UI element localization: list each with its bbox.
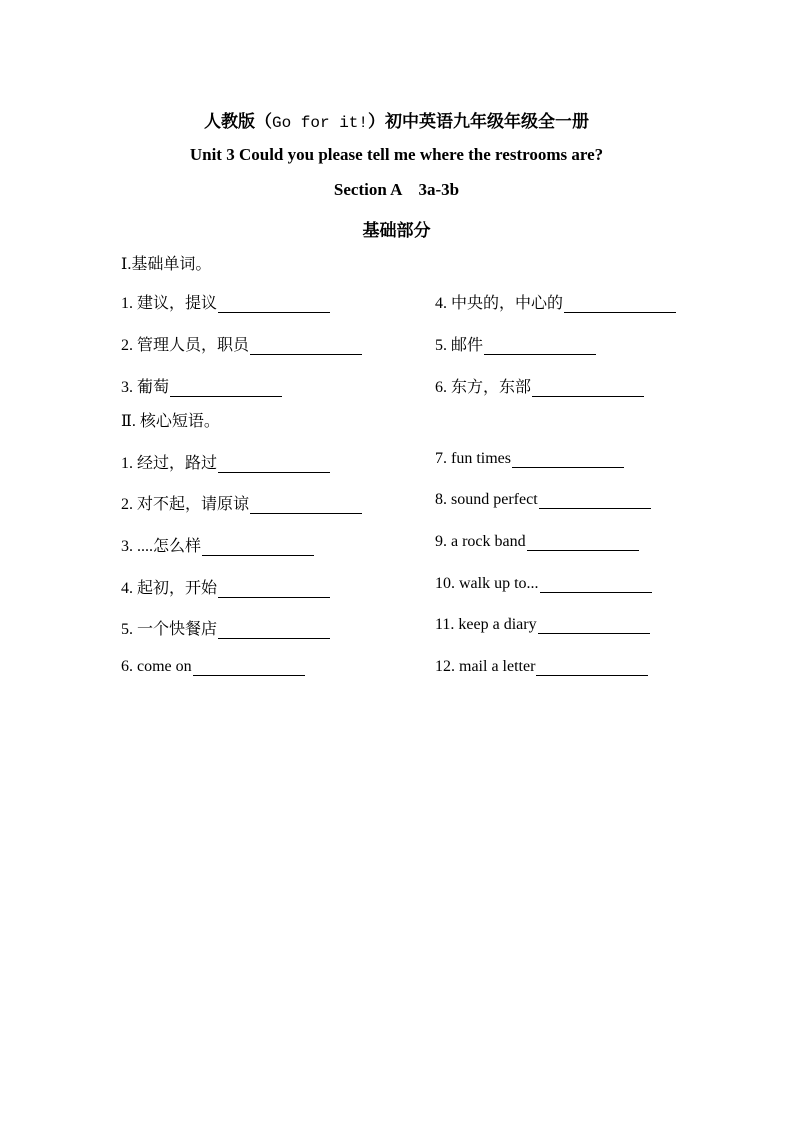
phrase-item	[435, 575, 652, 593]
title-prefix: 人教版（	[203, 112, 272, 131]
answer-blank[interactable]	[218, 455, 330, 473]
vocab-item	[435, 374, 644, 397]
answer-blank[interactable]	[540, 575, 652, 593]
phrase-item	[435, 491, 651, 509]
answer-blank[interactable]	[536, 658, 648, 676]
vocab-item	[435, 290, 676, 313]
answer-blank[interactable]	[527, 533, 639, 551]
phrase-item	[121, 491, 362, 514]
answer-blank[interactable]	[170, 379, 282, 397]
unit-title: Unit 3 Could you please tell me where the restrooms are?	[189, 145, 604, 164]
phrase-item-text: 10. walk up to...	[435, 575, 539, 592]
document-title	[0, 107, 793, 132]
phrase-item	[121, 616, 330, 639]
phrase-item-text: 9. a rock band	[435, 533, 526, 550]
vocab-item-text: 4. 中央的，中心的	[435, 295, 564, 312]
phrase-item	[121, 450, 330, 473]
answer-blank[interactable]	[538, 616, 650, 634]
phrase-item-text: 2. 对不起，请原谅	[121, 496, 250, 513]
vocab-item-text: 6. 东方，东部	[435, 379, 532, 396]
part-title: 基础部分	[362, 221, 431, 240]
answer-blank[interactable]	[539, 491, 651, 509]
phrase-item	[435, 450, 624, 468]
answer-blank[interactable]	[564, 295, 676, 313]
phrase-item	[121, 533, 314, 556]
answer-blank[interactable]	[532, 379, 644, 397]
title-suffix: ）初中英语九年级年级全一册	[368, 112, 589, 131]
phrase-item	[435, 533, 639, 551]
phrase-item-text: 6. come on	[121, 658, 192, 675]
phrase-item-text: 4. 起初，开始	[121, 580, 218, 597]
phrase-item	[121, 575, 330, 598]
vocab-item	[121, 290, 330, 313]
phrase-item-text: 7. fun times	[435, 450, 511, 467]
phrase-item-text: 8. sound perfect	[435, 491, 538, 508]
phrase-item-text: 12. mail a letter	[435, 658, 536, 675]
answer-blank[interactable]	[202, 538, 314, 556]
phrase-item	[121, 658, 305, 676]
vocab-item-text: 1. 建议，提议	[121, 295, 218, 312]
answer-blank[interactable]	[250, 496, 362, 514]
vocab-item-text: 5. 邮件	[435, 337, 484, 354]
answer-blank[interactable]	[512, 450, 624, 468]
vocab-item	[121, 332, 362, 355]
phrase-item-text: 5. 一个快餐店	[121, 621, 218, 638]
phrase-item-text: 3. ....怎么样	[121, 538, 202, 555]
vocab-item-text: 2. 管理人员，职员	[121, 337, 250, 354]
answer-blank[interactable]	[218, 580, 330, 598]
phrase-item	[435, 658, 648, 676]
vocab-item	[435, 332, 596, 355]
phrase-item-text: 1. 经过，路过	[121, 455, 218, 472]
vocab-item-text: 3. 葡萄	[121, 379, 170, 396]
answer-blank[interactable]	[484, 337, 596, 355]
answer-blank[interactable]	[218, 621, 330, 639]
section-title: Section A 3a-3b	[333, 180, 460, 199]
answer-blank[interactable]	[193, 658, 305, 676]
answer-blank[interactable]	[250, 337, 362, 355]
answer-blank[interactable]	[218, 295, 330, 313]
vocab-heading: Ⅰ.基础单词。	[121, 256, 212, 273]
phrase-item	[435, 616, 650, 634]
phrase-item-text: 11. keep a diary	[435, 616, 537, 633]
title-series: Go for it!	[271, 114, 368, 132]
phrases-heading: Ⅱ. 核心短语。	[121, 413, 220, 430]
vocab-item	[121, 374, 282, 397]
